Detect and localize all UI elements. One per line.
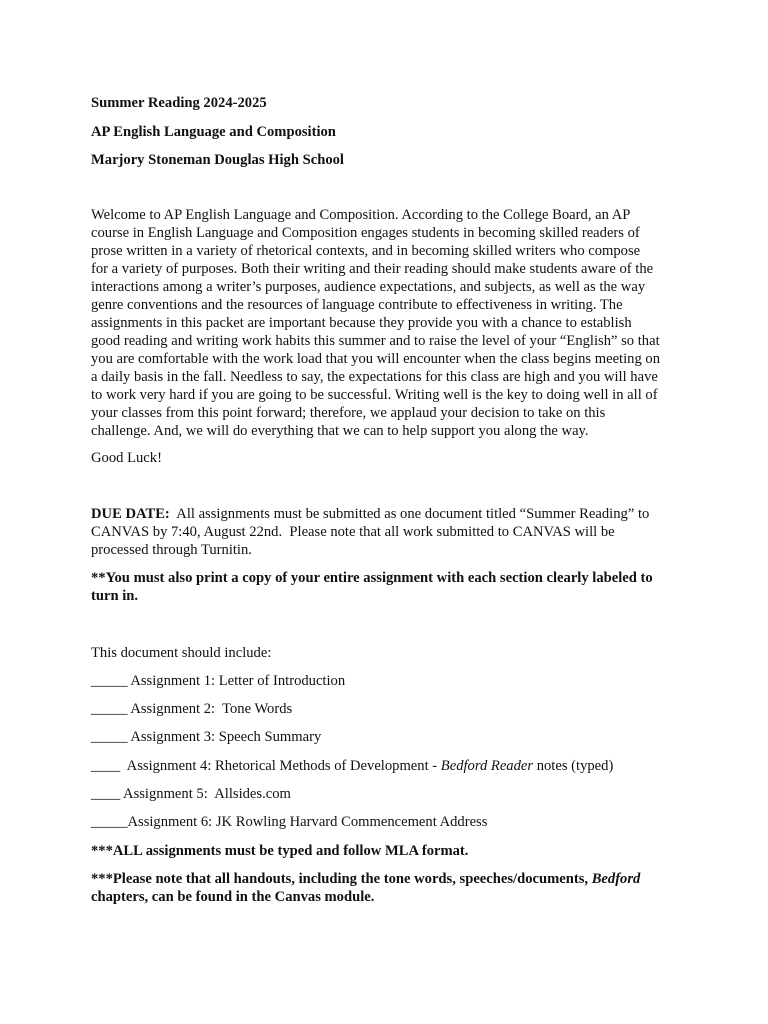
good-luck: Good Luck! [91, 450, 162, 466]
welcome-line: prose written in a variety of rhetorical contexts, and in becoming skilled writers who compose [91, 243, 641, 259]
assignment-1: _____ Assignment 1: Letter of Introduction [91, 673, 346, 689]
assignment-3: _____ Assignment 3: Speech Summary [91, 729, 322, 745]
bedford-title: Bedford [591, 871, 641, 887]
welcome-line: challenge. And, we will do everything that we can to help support you along the way. [91, 423, 589, 439]
print-note-line1: **You must also print a copy of your entire assignment with each section clearly labeled to [91, 570, 653, 586]
print-note [91, 569, 691, 605]
welcome-line: to work very hard if you are going to be successful. Writing well is the key to doing well in all of [91, 387, 658, 403]
assignment-4 [91, 757, 613, 775]
welcome-line: assignments in this packet are important because they provide you with a chance to establish [91, 315, 632, 331]
welcome-line: interactions among a writer’s purposes, audience expectations, and subjects, as well as the way [91, 279, 646, 295]
assignment-2: _____ Assignment 2: Tone Words [91, 701, 293, 717]
welcome-line: a daily basis in the fall. Needless to say, the expectations for this class are high and you will have [91, 369, 658, 385]
due-date-text: All assignments must be submitted as one document titled “Summer Reading” to [169, 506, 650, 522]
include-intro: This document should include: [91, 645, 272, 661]
welcome-line: course in English Language and Composition engages students in becoming skilled readers of [91, 225, 640, 241]
due-date-label: DUE DATE: [91, 506, 170, 522]
due-date-text-line2: CANVAS by 7:40, August 22nd. Please note that all work submitted to CANVAS will be [91, 524, 615, 540]
assignment-5: ____ Assignment 5: Allsides.com [91, 786, 291, 802]
print-note-line2: turn in. [91, 588, 139, 604]
welcome-line: Welcome to AP English Language and Composition. According to the College Board, an AP [91, 207, 631, 223]
due-date-paragraph [91, 505, 691, 559]
welcome-line: good reading and writing work habits this summer and to raise the level of your “English” so that [91, 333, 660, 349]
assignment-4-suffix: notes (typed) [533, 758, 614, 774]
welcome-line: for a variety of purposes. Both their writing and their reading should make students aware of the [91, 261, 654, 277]
mla-note: ***ALL assignments must be typed and follow MLA format. [91, 843, 469, 859]
welcome-line: you are comfortable with the work load that you will encounter when the class begins meeting on [91, 351, 660, 367]
course-title: AP English Language and Composition [91, 124, 336, 140]
school-name: Marjory Stoneman Douglas High School [91, 152, 344, 168]
handout-note-text: ***Please note that all handouts, including the tone words, speeches/documents, [91, 871, 592, 887]
welcome-line: genre conventions and the resources of language contribute to effectiveness in writing. The [91, 297, 623, 313]
handout-note [91, 870, 691, 906]
welcome-line: your classes from this point forward; therefore, we applaud your decision to take on this [91, 405, 606, 421]
assignment-4-text: ____ Assignment 4: Rhetorical Methods of Development - [91, 758, 441, 774]
doc-title: Summer Reading 2024-2025 [91, 95, 267, 111]
due-date-text-line3: processed through Turnitin. [91, 542, 252, 558]
handout-note-line2: chapters, can be found in the Canvas module. [91, 889, 375, 905]
bedford-reader-title: Bedford Reader [440, 758, 534, 774]
welcome-paragraph [91, 206, 691, 440]
assignment-6: _____Assignment 6: JK Rowling Harvard Commencement Address [91, 814, 488, 830]
